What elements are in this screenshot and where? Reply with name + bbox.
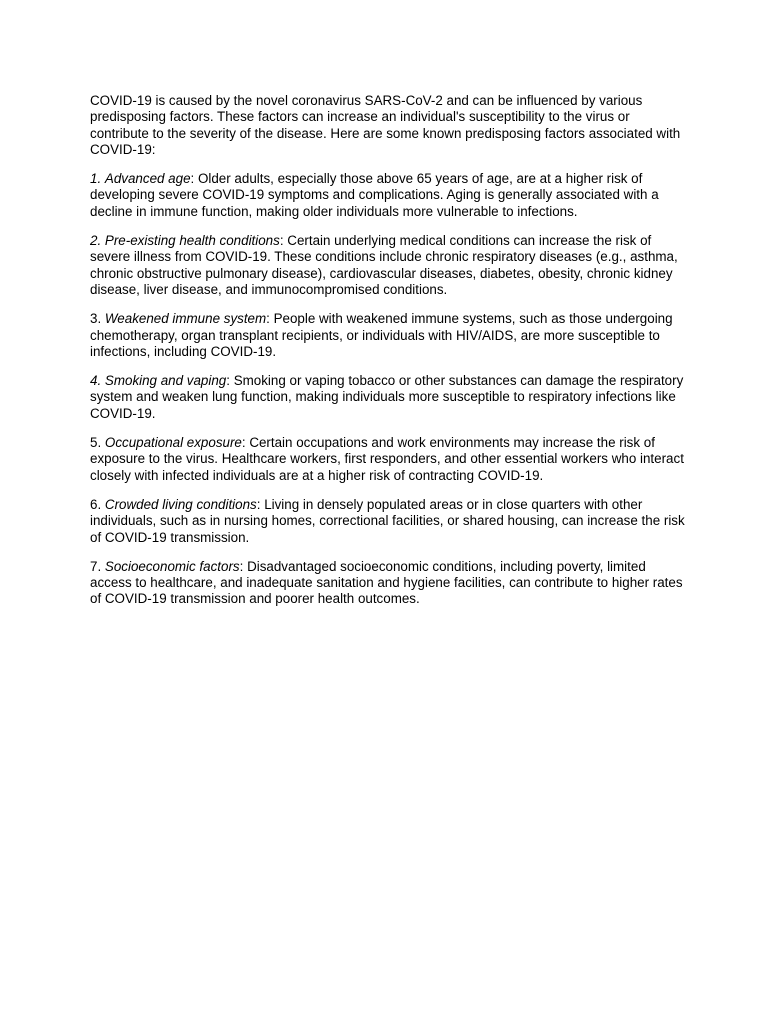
factor-description: : Disadvantaged socioeconomic conditions, including poverty, limited access to healthcare, and inadequate sanitation and hygiene facilities, can contribute to higher rates of COVID-19 transmission and poorer health outcomes. xyxy=(90,558,683,607)
factor-number: 3. xyxy=(90,311,102,327)
factor-number: 6. xyxy=(90,496,102,512)
factor-description: : People with weakened immune systems, such as those undergoing chemotherapy, organ transplant recipients, or individuals with HIV/AIDS, are more susceptible to infections, including COVID-19. xyxy=(90,311,673,359)
document-body xyxy=(90,93,690,621)
factor-description: : Living in densely populated areas or in close quarters with other individuals, such as in nursing homes, correctional facilities, or shared housing, can increase the risk of COVID-19 transmission. xyxy=(90,496,685,545)
factor-term: Occupational exposure xyxy=(104,435,242,451)
factor-paragraph-advanced-age xyxy=(90,171,690,220)
factor-number: 1. xyxy=(90,171,102,187)
factor-term: Socioeconomic factors xyxy=(104,558,240,574)
factor-number: 4. xyxy=(90,373,102,389)
factor-paragraph-socioeconomic-factors xyxy=(90,559,690,608)
factor-number: 7. xyxy=(90,558,102,574)
factor-term: Pre-existing health conditions xyxy=(104,233,280,249)
factor-description: : Certain occupations and work environments may increase the risk of exposure to the virus. Healthcare workers, first responders, and other essential workers who interact closely with infected individuals are at a higher risk of contracting COVID-19. xyxy=(90,435,684,483)
factor-paragraph-pre-existing-conditions xyxy=(90,233,690,298)
factor-number: 5. xyxy=(90,435,102,451)
factor-number: 2. xyxy=(90,233,102,249)
factor-paragraph-smoking-and-vaping xyxy=(90,373,690,422)
factor-term: Crowded living conditions xyxy=(104,496,257,512)
factor-description: : Certain underlying medical conditions can increase the risk of severe illness from COVID-19. These conditions include chronic respiratory diseases (e.g., asthma, chronic obstructive pulmonary disease), cardiovascular diseases, diabetes, obesity, chronic kidney disease, liver disease, and immunocompromised conditions. xyxy=(90,233,678,297)
intro-paragraph: COVID-19 is caused by the novel coronavirus SARS-CoV-2 and can be influenced by various predisposing factors. These factors can increase an individual's susceptibility to the virus or contribute to the severity of the disease. Here are some known predisposing factors associated with COVID-19: xyxy=(90,93,681,157)
factor-paragraph-weakened-immune-system xyxy=(90,311,690,360)
factor-description: : Smoking or vaping tobacco or other substances can damage the respiratory system and weaken lung function, making individuals more susceptible to respiratory infections like COVID-19. xyxy=(90,373,684,421)
factor-description: : Older adults, especially those above 65 years of age, are at a higher risk of developing severe COVID-19 symptoms and complications. Aging is generally associated with a decline in immune function, making older individuals more vulnerable to infections. xyxy=(90,171,659,219)
factor-term: Weakened immune system xyxy=(104,311,267,327)
factor-paragraph-crowded-living-conditions xyxy=(90,497,690,546)
factor-term: Smoking and vaping xyxy=(104,373,227,389)
factor-term: Advanced age xyxy=(104,171,191,187)
factor-paragraph-occupational-exposure xyxy=(90,435,690,484)
